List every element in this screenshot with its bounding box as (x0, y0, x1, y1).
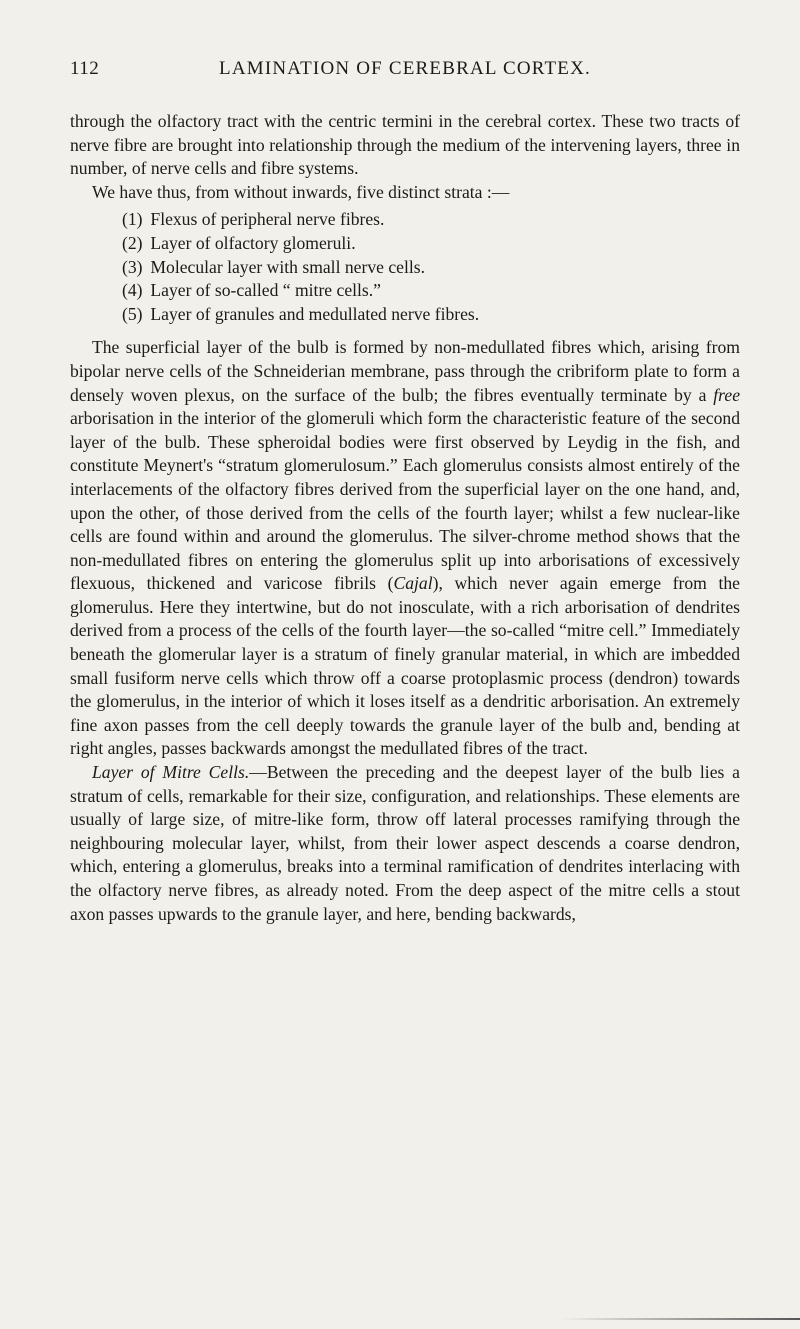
emphasis-cajal: Cajal (393, 573, 433, 594)
list-item-number: (5) (122, 303, 143, 324)
list-item-text: Layer of olfactory glomeruli. (150, 232, 356, 253)
paragraph-strata-intro: We have thus, from without inwards, five distinct strata :— (92, 181, 510, 202)
list-item (70, 232, 740, 256)
body-text (70, 110, 740, 926)
list-item-text: Layer of granules and medullated nerve fibres. (150, 303, 480, 324)
strata-list (70, 208, 740, 326)
running-title: LAMINATION OF CEREBRAL CORTEX. (219, 58, 591, 79)
list-item-number: (1) (122, 209, 143, 230)
list-item (70, 208, 740, 232)
list-item-text: Layer of so-called “ mitre cells.” (150, 280, 381, 301)
section-heading-mitre-cells: Layer of Mitre Cells. (92, 762, 250, 783)
list-item (70, 303, 740, 327)
list-item-number: (3) (122, 256, 143, 277)
list-item (70, 279, 740, 303)
page-header (70, 58, 740, 84)
paragraph-continuation: through the olfactory tract with the centric termini in the cerebral cortex. These two tracts of nerve fibre are brought into relationship through the medium of the intervening layers, three in number, of nerve cells and fibre systems. (70, 111, 740, 179)
paragraph-superficial-layer: The superficial layer of the bulb is formed by non-medullated fibres which, arising from bipolar nerve cells of the Schneiderian membrane, pass through the cribriform plate to form a densely woven plexus, on the surface of the bulb; the fibres eventually terminate by a free arborisation in the interior of the glomeruli which form the characteristic feature of the second layer of the bulb. These spheroidal bodies were first observed by Leydig in the fish, and constitute Meynert's “stratum glomerulosum.” Each glomerulus consists almost entirely of the interlacements of the olfactory fibres derived from the superficial layer on the one hand, and, upon the other, of those derived from the cells of the fourth layer; whilst a few nuclear-like cells are found within and around the glomerulus. The silver-chrome method shows that the non-medullated fibres on entering the glomerulus split up into arborisations of excessively flexuous, thickened and varicose fibrils (Cajal), which never again emerge from the glomerulus. Here they intertwine, but do not inosculate, with a rich arborisation of dendrites derived from a process of the cells of the fourth layer—the so-called “mitre cell.” Immediately beneath the glomerular layer is a stratum of finely granular material, in which are imbedded small fusiform nerve cells which throw off a coarse protoplasmic process (dendron) towards the glomerulus, in the interior of which it loses itself as a dendritic arborisation. An extremely fine axon passes from the cell deeply towards the granule layer of the bulb and, bending at right angles, passes backwards amongst the medullated fibres of the tract. (70, 337, 740, 759)
list-item-number: (2) (122, 232, 143, 253)
paragraph-mitre-cells: Layer of Mitre Cells.—Between the preceding and the deepest layer of the bulb lies a stratum of cells, remarkable for their size, configuration, and relationships. These elements are usually of large size, of mitre-like form, throw off lateral processes ramifying through the neighbouring molecular layer, whilst, from their lower aspect descends a coarse dendron, which, entering a glomerulus, breaks into a terminal ramification of dendrites interlacing with the olfactory nerve fibres, as already noted. From the deep aspect of the mitre cells a stout axon passes upwards to the granule layer, and here, bending backwards, (70, 762, 740, 924)
list-item-number: (4) (122, 280, 143, 301)
page-edge-shadow (560, 1318, 800, 1320)
list-item (70, 256, 740, 280)
page-number: 112 (70, 58, 100, 79)
list-item-text: Molecular layer with small nerve cells. (150, 256, 425, 277)
emphasis-free: free (713, 384, 740, 405)
list-item-text: Flexus of peripheral nerve fibres. (150, 209, 385, 230)
